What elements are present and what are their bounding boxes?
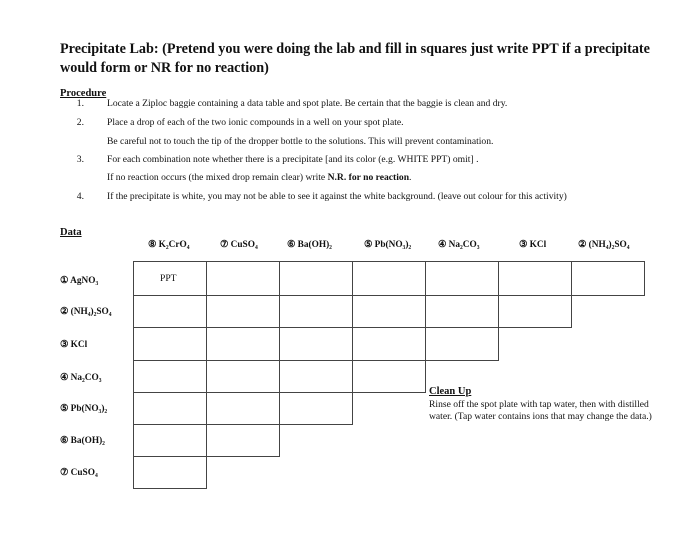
step-number: 3. xyxy=(76,154,84,165)
procedure-heading: Procedure xyxy=(60,88,107,99)
table-cell[interactable] xyxy=(571,261,645,296)
table-cell[interactable] xyxy=(425,295,499,328)
table-cell[interactable] xyxy=(279,327,353,361)
step-text: Locate a Ziploc baggie containing a data table and spot plate. Be certain that the baggie is clean and dry. xyxy=(107,98,508,109)
table-cell[interactable] xyxy=(133,392,207,425)
table-cell[interactable] xyxy=(133,360,207,393)
table-cell[interactable] xyxy=(279,360,353,393)
table-cell[interactable] xyxy=(425,327,499,361)
column-header: ⑥ Ba(OH)₂ xyxy=(287,240,332,250)
table-cell[interactable] xyxy=(352,360,426,393)
column-header: ⑦ CuSO₄ xyxy=(220,240,258,250)
table-cell[interactable] xyxy=(206,360,280,393)
column-header: ⑧ K₂CrO₄ xyxy=(148,240,190,250)
table-cell[interactable] xyxy=(352,327,426,361)
data-heading: Data xyxy=(60,227,82,238)
page-title: Precipitate Lab: (Pretend you were doing the lab and fill in squares just write PPT if a precipitate would form or NR for no reaction) xyxy=(60,41,650,76)
row-header: ③ KCl xyxy=(60,340,88,350)
step-number: 1. xyxy=(76,98,84,109)
step-text-tail: . xyxy=(409,172,412,183)
table-cell[interactable] xyxy=(352,295,426,328)
column-header: ③ KCl xyxy=(519,240,547,250)
table-cell[interactable] xyxy=(279,295,353,328)
row-header: ⑦ CuSO₄ xyxy=(60,468,98,478)
table-cell[interactable] xyxy=(425,261,499,296)
row-header: ④ Na₂CO₃ xyxy=(60,373,102,383)
step-number: 4. xyxy=(76,191,84,202)
table-cell[interactable] xyxy=(352,261,426,296)
table-cell[interactable] xyxy=(133,261,207,296)
step-text: If the precipitate is white, you may not be able to see it against the white background. (leave out colour for this activity) xyxy=(107,191,567,202)
table-cell[interactable] xyxy=(133,424,207,457)
table-cell[interactable] xyxy=(279,261,353,296)
step-number: 2. xyxy=(76,117,84,128)
step-text: Place a drop of each of the two ionic compounds in a well on your spot plate. xyxy=(107,117,404,128)
step-text: If no reaction occurs (the mixed drop remain clear) write xyxy=(107,172,326,183)
row-header: ⑥ Ba(OH)₂ xyxy=(60,436,105,446)
row-header: ② (NH₄)₂SO₄ xyxy=(60,307,112,317)
table-cell[interactable] xyxy=(206,327,280,361)
step-text: Be careful not to touch the tip of the dropper bottle to the solutions. This will prevent contamination. xyxy=(107,136,494,147)
cell-value: PPT xyxy=(160,273,177,284)
table-cell[interactable] xyxy=(133,327,207,361)
table-cell[interactable] xyxy=(206,295,280,328)
table-cell[interactable] xyxy=(206,261,280,296)
table-cell[interactable] xyxy=(279,392,353,425)
row-header: ① AgNO₃ xyxy=(60,276,99,286)
column-header: ② (NH₄)₂SO₄ xyxy=(578,240,630,250)
table-cell[interactable] xyxy=(498,261,572,296)
step-text-bold: N.R. for no reaction xyxy=(327,172,410,183)
table-cell[interactable] xyxy=(498,295,572,328)
step-text-no-reaction xyxy=(107,172,411,183)
column-header: ⑤ Pb(NO₃)₂ xyxy=(364,240,412,250)
row-header: ⑤ Pb(NO₃)₂ xyxy=(60,404,108,414)
cleanup-text: Rinse off the spot plate with tap water, then with distilled water. (Tap water contains ions that may change the data.) xyxy=(429,399,652,422)
cleanup-heading: Clean Up xyxy=(429,386,472,397)
table-cell[interactable] xyxy=(133,456,207,489)
table-cell[interactable] xyxy=(206,424,280,457)
table-cell[interactable] xyxy=(133,295,207,328)
step-text: For each combination note whether there is a precipitate [and its color (e.g. WHITE PPT) omit] . xyxy=(107,154,479,165)
table-cell[interactable] xyxy=(206,392,280,425)
column-header: ④ Na₂CO₃ xyxy=(438,240,480,250)
